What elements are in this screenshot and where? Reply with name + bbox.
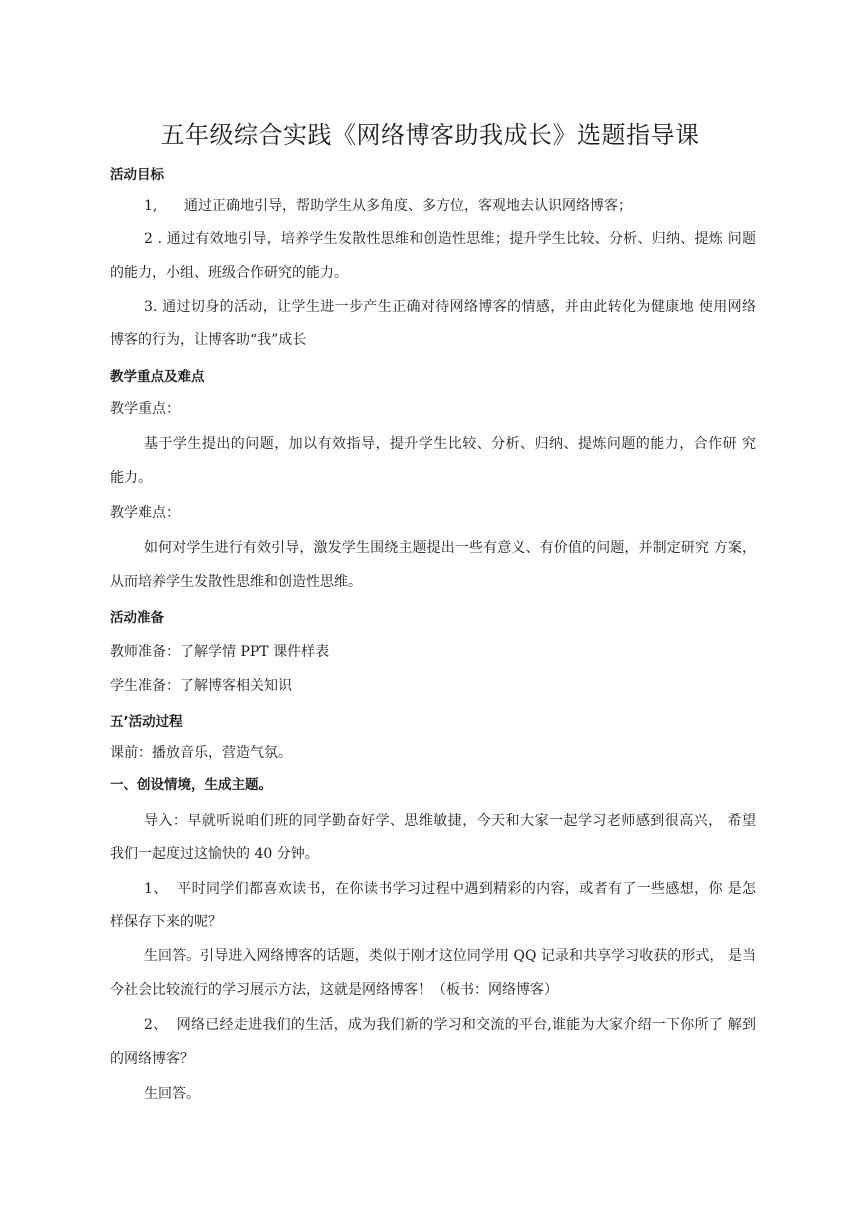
goal-item-2-line-1: 2 . 通过有效地引导，培养学生发散性思维和创造性思维；提升学生比较、分析、归纳、提炼 问题 xyxy=(144,231,756,247)
question-1-line-2: 样保存下来的呢？ xyxy=(110,914,222,930)
key-point-label: 教学重点： xyxy=(110,401,180,417)
difficult-point-text-line-2: 从而培养学生发散性思维和创造性思维。 xyxy=(110,574,362,590)
pre-class-note: 课前：播放音乐，营造气氛。 xyxy=(110,745,292,761)
section-heading-preparation: 活动准备 xyxy=(110,610,164,626)
section-heading-process: 五’活动过程 xyxy=(110,714,183,730)
key-point-text-line-1: 基于学生提出的问题，加以有效指导，提升学生比较、分析、归纳、提炼问题的能力，合作研 究 xyxy=(144,436,756,452)
intro-line-2: 我们一起度过这愉快的 40 分钟。 xyxy=(110,846,319,862)
part-one-heading: 一、创设情境，生成主题。 xyxy=(110,777,272,793)
intro-line-1: 导入：早就听说咱们班的同学勤奋好学、思维敏捷，今天和大家一起学习老师感到很高兴， 希望 xyxy=(144,813,756,829)
question-2-line-1: 2、 网络已经走进我们的生活，成为我们新的学习和交流的平台,谁能为大家介绍一下你所了 解到 xyxy=(144,1017,756,1033)
goal-item-1: 1, 通过正确地引导，帮助学生从多角度、多方位，客观地去认识网络博客； xyxy=(144,198,633,214)
question-2-line-2: 的网络博客？ xyxy=(110,1051,194,1067)
goal-item-3-line-1: 3. 通过切身的活动，让学生进一步产生正确对待网络博客的情感，并由此转化为健康地 使用网络 xyxy=(144,299,756,315)
section-heading-goals: 活动目标 xyxy=(110,167,164,183)
document-title: 五年级综合实践《网络博客助我成长》选题指导课 xyxy=(160,121,700,149)
question-1-line-1: 1、 平时同学们都喜欢读书，在你读书学习过程中遇到精彩的内容，或者有了一些感想，你 是怎 xyxy=(144,881,756,897)
answer-1-line-1: 生回答。引导进入网络博客的话题，类似于刚才这位同学用 QQ 记录和共享学习收获的形式， 是当 xyxy=(144,948,756,964)
goal-item-3-line-2: 博客的行为，让博客助“我”成长 xyxy=(110,332,307,348)
key-point-text-line-2: 能力。 xyxy=(110,470,152,486)
answer-2: 生回答。 xyxy=(144,1086,200,1102)
teacher-preparation: 教师准备：了解学情 PPT 课件样表 xyxy=(110,644,330,660)
student-preparation: 学生准备：了解博客相关知识 xyxy=(110,678,292,694)
difficult-point-label: 教学难点： xyxy=(110,505,180,521)
goal-item-2-line-2: 的能力，小组、班级合作研究的能力。 xyxy=(110,265,348,281)
section-heading-key-points: 教学重点及难点 xyxy=(110,369,205,385)
difficult-point-text-line-1: 如何对学生进行有效引导，激发学生围绕主题提出一些有意义、有价值的问题，并制定研究 方案， xyxy=(144,540,756,556)
answer-1-line-2: 今社会比较流行的学习展示方法，这就是网络博客！（板书：网络博客） xyxy=(110,982,558,998)
